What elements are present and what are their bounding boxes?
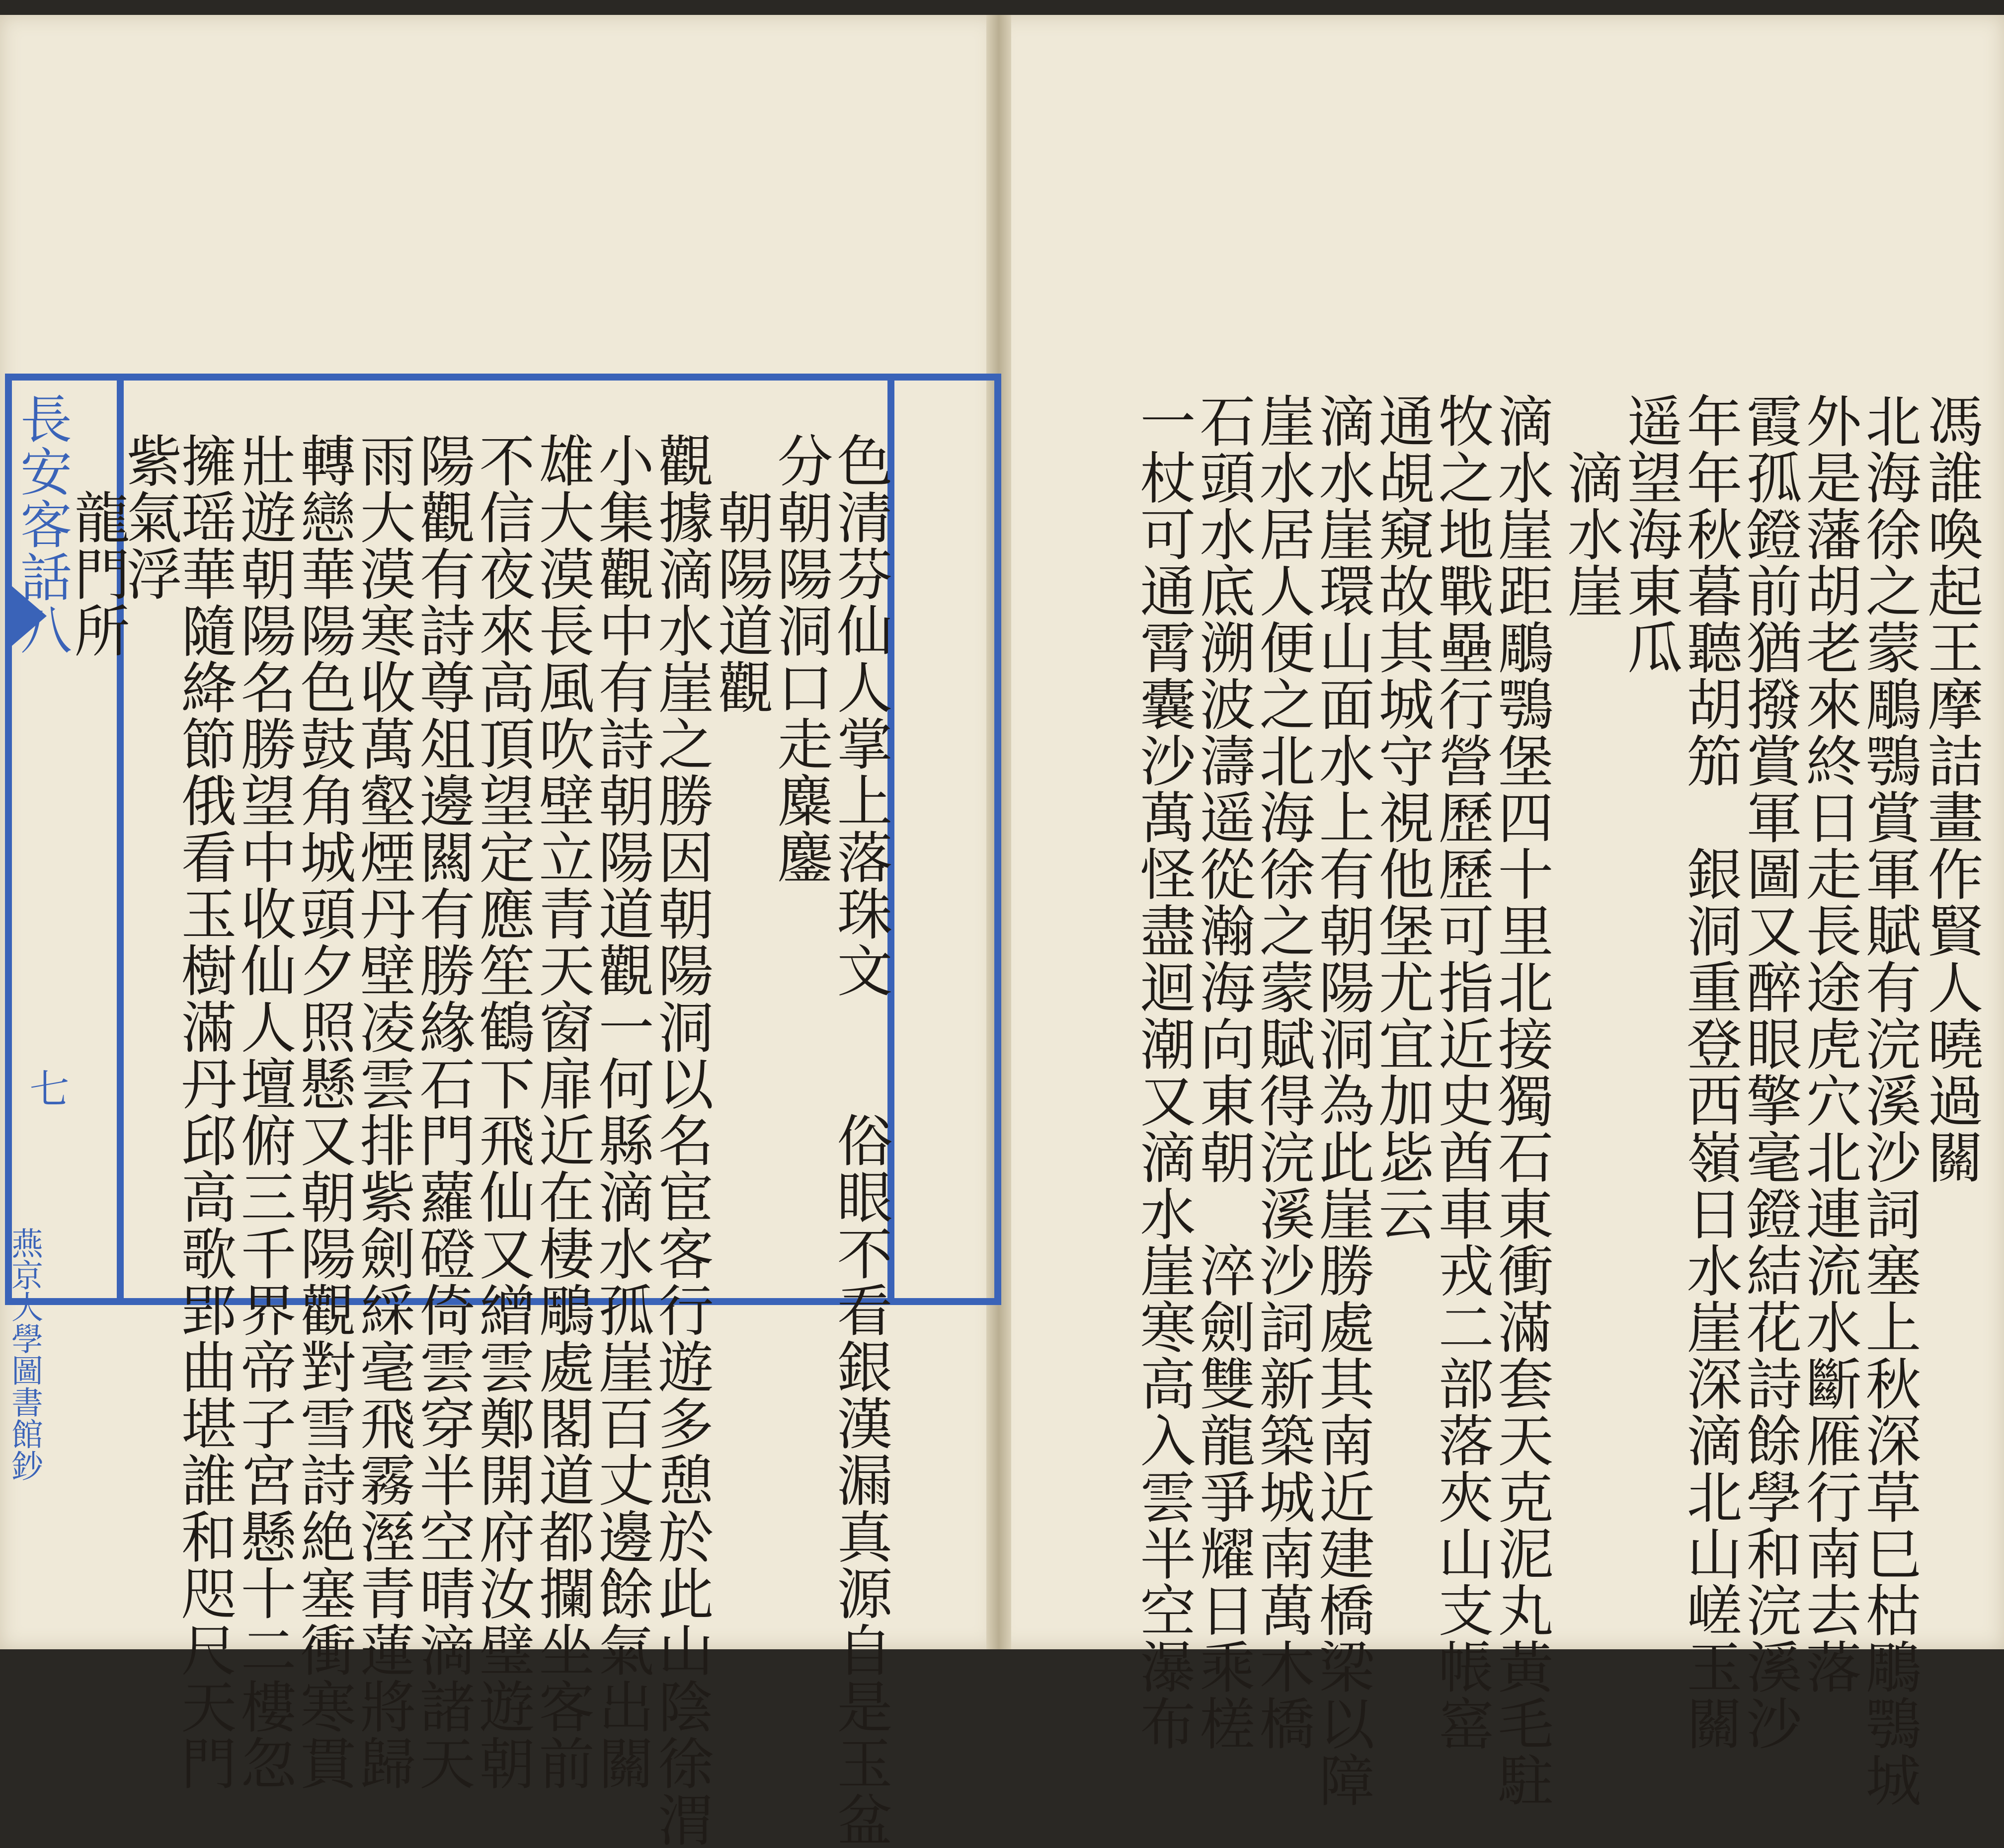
right-column: 滴水崖距鵰鶚堡四十里北接獨石東衝滿套天克泥丸黃毛駐	[1489, 392, 1553, 1808]
left-column: 雄大漠長風吹壁立青天窗扉近在棲鵰處閣道都攔坐客前	[530, 432, 594, 1791]
right-column: 一杖可通霄囊沙萬怪盡迴潮又滴水崖寒高入雲半空瀑布	[1131, 392, 1196, 1752]
left-column: 不信夜來高頂望定應笙鶴下飛仙又繒雲鄭開府汝璧遊朝	[470, 432, 535, 1791]
right-column: 牧之地戰壘行營歷歷可指近史酋車戎二部落夾山支帳窰	[1429, 392, 1494, 1752]
right-column: 年年秋暮聽胡笳 銀洞重登西嶺日水崖深滴北山嵯玉關	[1678, 392, 1742, 1752]
left-column: 分朝陽洞口走麋鏖	[768, 432, 833, 885]
right-column: 滴水崖環山面水上有朝陽洞為此崖勝處其南近建橋梁以障	[1310, 392, 1374, 1808]
left-column: 雨大漠寒收萬壑煙丹壁凌雲排紫劍綵毫飛霧溼青蓮將歸	[351, 432, 415, 1791]
right-column: 石頭水底溯波濤遥從瀚海向東朝 淬劍雙龍爭耀日乘槎	[1191, 392, 1255, 1752]
right-column: 遥望海東瓜	[1618, 392, 1683, 676]
left-column: 陽觀有詩尊俎邊闗有勝緣石門蘿磴倚雲穿半空晴滴諸天	[410, 432, 475, 1791]
right-column: 崖水居人便之北海徐之蒙賦得浣溪沙詞新築城南萬木橋	[1250, 392, 1315, 1752]
right-column: 霞孤鐙前猶撥賞軍圖又醉眼擎毫鐙結花詩餘學和浣溪沙	[1737, 392, 1802, 1752]
left-column: 轉戀華陽色鼓角城頭夕照懸又朝陽觀對雪詩絶塞衝寒貫	[291, 432, 356, 1791]
left-column: 擁瑶華隨絳節俄看玉樹滿丹邱高歌郢曲堪誰和咫尺天門	[172, 432, 237, 1791]
library-stamp: 燕京大學圖書館鈔	[6, 1227, 43, 1481]
left-column: 色清芬仙人掌上落珠文 俗眼不看銀漢漏真源自是玉盆	[828, 432, 892, 1848]
book-title: 長安客話八	[11, 392, 72, 656]
left-column: 紫氣浮	[117, 432, 182, 602]
right-column: 北海徐之蒙鵰鶚賞軍賦有浣溪沙詞塞上秋深草巳枯鵰鶚城	[1856, 392, 1921, 1808]
left-column: 龍門所	[65, 432, 130, 659]
left-column: 觀據滴水崖之勝因朝陽洞以名宦客行遊多憩於此山陰徐渭	[649, 432, 714, 1848]
right-column: 外是藩胡老來終日走長途虎穴北連流水斷雁行南去落	[1797, 392, 1861, 1695]
left-column: 朝陽道觀	[709, 432, 773, 715]
left-column: 小集觀中有詩朝陽道觀一何縣滴水孤崖百丈邊餘氣出關	[589, 432, 654, 1791]
folio-number: 七	[23, 1068, 69, 1109]
right-column: 通覘窺故其城守視他堡尤宜加毖云	[1369, 392, 1434, 1242]
right-column: 滴水崖	[1558, 392, 1623, 619]
right-column: 馮誰喚起王摩詰畫作賢人曉過關	[1919, 392, 1983, 1185]
left-column: 壯遊朝陽名勝望中收仙人壇俯三千界帝子宮懸十二樓忽	[232, 432, 296, 1791]
